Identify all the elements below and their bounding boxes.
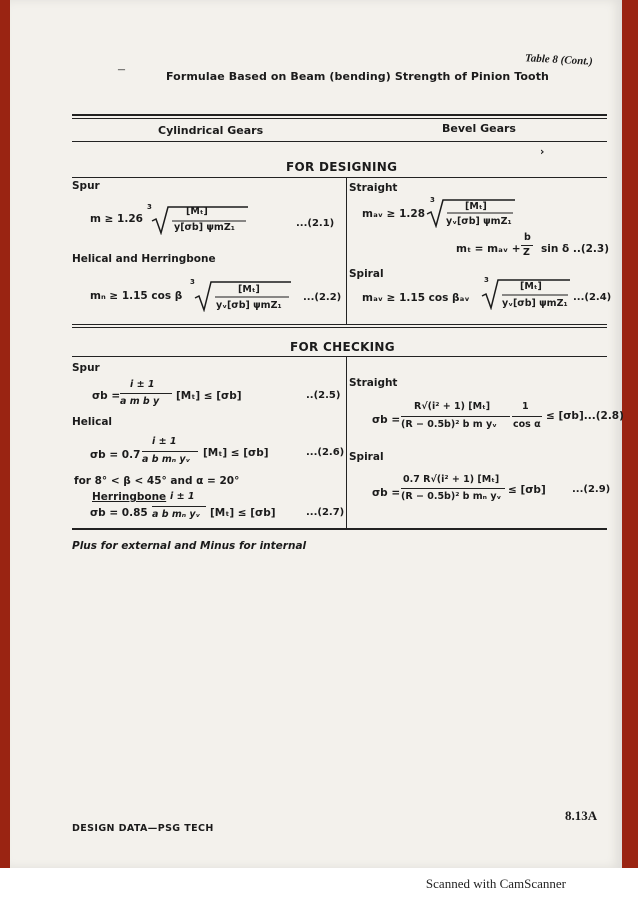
check-helical-condition: for 8° < β < 45° and α = 20° — [74, 475, 240, 487]
design-straight-sin: sin δ ..(2.3) — [541, 243, 610, 255]
top-rule — [72, 114, 607, 116]
design-spiral-numerator: [Mₜ] — [520, 281, 542, 292]
sign-note: Plus for external and Minus for internal — [72, 540, 307, 552]
check-straight-lhs: σb = — [372, 414, 401, 426]
check-spur-label: Spur — [72, 362, 100, 374]
check-helical-label: Helical — [72, 416, 113, 428]
design-helical-denominator: yᵥ[σb] ψmZ₁ — [216, 300, 282, 311]
design-spur-numerator: [Mₜ] — [186, 206, 208, 217]
check-straight-frac2-num: 1 — [522, 401, 529, 412]
design-spur-label: Spur — [72, 180, 100, 192]
design-straight-label: Straight — [349, 182, 398, 194]
table-reference: Table 8 (Cont.) — [524, 52, 594, 68]
fraction-bar — [152, 506, 206, 507]
check-herringbone-denominator: a b mₙ yᵥ — [152, 509, 201, 520]
dash-mark: – — [118, 62, 125, 77]
check-herringbone-eq: ...(2.7) — [306, 507, 345, 518]
designing-rule — [72, 177, 607, 178]
fraction-bar — [120, 393, 172, 394]
check-spur-lhs: σb = — [92, 390, 121, 402]
design-helical-formula: mₙ ≥ 1.15 cos β — [90, 290, 183, 302]
design-helical-eq: ...(2.2) — [303, 292, 342, 303]
check-straight-numerator: R√(i² + 1) [Mₜ] — [414, 401, 491, 412]
design-spiral-eq: ...(2.4) — [573, 292, 612, 303]
scanner-watermark: Scanned with CamScanner — [425, 876, 566, 891]
check-herringbone-lhs: σb = 0.85 — [90, 507, 148, 519]
check-straight-denominator: (R − 0.5b)² b m yᵥ — [401, 419, 497, 430]
check-spiral-label: Spiral — [349, 451, 384, 463]
check-spur-denominator: a m b y — [120, 396, 160, 407]
check-helical-denominator: a b mₙ yᵥ — [142, 454, 191, 465]
header-rule — [72, 141, 607, 142]
check-straight-label: Straight — [349, 377, 398, 389]
design-spiral-label: Spiral — [349, 268, 384, 280]
check-spiral-lhs: σb = — [372, 487, 401, 499]
check-straight-rhs: ≤ [σb]...(2.8) — [546, 410, 624, 422]
design-straight-line2: mₜ = mₐᵥ + — [456, 243, 521, 255]
section-heading-designing: FOR DESIGNING — [286, 160, 398, 174]
check-spiral-numerator: 0.7 R√(i² + 1) [Mₜ] — [403, 474, 500, 485]
designing-column-divider — [346, 177, 347, 325]
cube-root-index: 3 — [484, 276, 489, 284]
design-straight-b: b — [524, 232, 531, 243]
checking-column-divider — [346, 356, 347, 528]
top-rule-thin — [72, 118, 607, 119]
column-header-bevel: Bevel Gears — [442, 122, 516, 135]
section-heading-checking: FOR CHECKING — [290, 340, 395, 354]
check-spiral-eq: ...(2.9) — [572, 484, 611, 495]
design-straight-formula: mₐᵥ ≥ 1.28 — [362, 208, 426, 220]
design-straight-numerator: [Mₜ] — [465, 201, 487, 212]
check-helical-lhs: σb = 0.7 — [90, 449, 141, 461]
footer-source: DESIGN DATA—PSG TECH — [72, 823, 214, 834]
book-page — [10, 0, 622, 868]
fraction-bar — [142, 451, 198, 452]
design-spiral-denominator: yᵥ[σb] ψmZ₁ — [502, 298, 568, 309]
check-herringbone-numerator: i ± 1 — [170, 491, 195, 502]
check-spur-numerator: i ± 1 — [130, 379, 155, 390]
check-spiral-denominator: (R − 0.5b)² b mₙ yᵥ — [401, 491, 502, 502]
design-straight-z: Z — [523, 247, 530, 258]
page-number: 8.13A — [565, 808, 598, 823]
design-helical-label: Helical and Herringbone — [72, 253, 216, 265]
cube-root-index: 3 — [430, 196, 435, 204]
fraction-bar — [512, 416, 542, 417]
stray-mark: › — [540, 146, 545, 158]
check-herringbone-rhs: [Mₜ] ≤ [σb] — [210, 507, 276, 519]
check-helical-eq: ...(2.6) — [306, 447, 345, 458]
fraction-bar — [521, 245, 533, 246]
checking-rule — [72, 356, 607, 357]
designing-bottom-rule — [72, 324, 607, 325]
design-spur-eq: ...(2.1) — [296, 218, 335, 229]
page-title: Formulae Based on Beam (bending) Strength of Pinion Tooth — [166, 70, 549, 83]
design-spiral-formula: mₐᵥ ≥ 1.15 cos βₐᵥ — [362, 292, 470, 304]
column-header-cylindrical: Cylindrical Gears — [158, 124, 264, 137]
design-spur-formula: m ≥ 1.26 — [90, 213, 143, 225]
cube-root-index: 3 — [147, 203, 152, 211]
design-straight-denominator: yᵥ[σb] ψmZ₁ — [446, 216, 512, 227]
check-straight-frac2-den: cos α — [513, 419, 541, 430]
fraction-bar — [401, 416, 510, 417]
fraction-bar — [401, 488, 505, 489]
check-spur-rhs: [Mₜ] ≤ [σb] — [176, 390, 242, 402]
check-helical-numerator: i ± 1 — [152, 436, 177, 447]
check-spur-eq: ..(2.5) — [306, 390, 341, 401]
designing-bottom-rule-2 — [72, 327, 607, 328]
table-bottom-rule — [72, 528, 607, 530]
design-helical-numerator: [Mₜ] — [238, 284, 260, 295]
cube-root-index: 3 — [190, 278, 195, 286]
check-spiral-rhs: ≤ [σb] — [508, 484, 546, 496]
check-helical-rhs: [Mₜ] ≤ [σb] — [203, 447, 269, 459]
design-spur-denominator: y[σb] ψmZ₁ — [174, 222, 235, 233]
check-herringbone-label: Herringbone — [92, 491, 167, 503]
